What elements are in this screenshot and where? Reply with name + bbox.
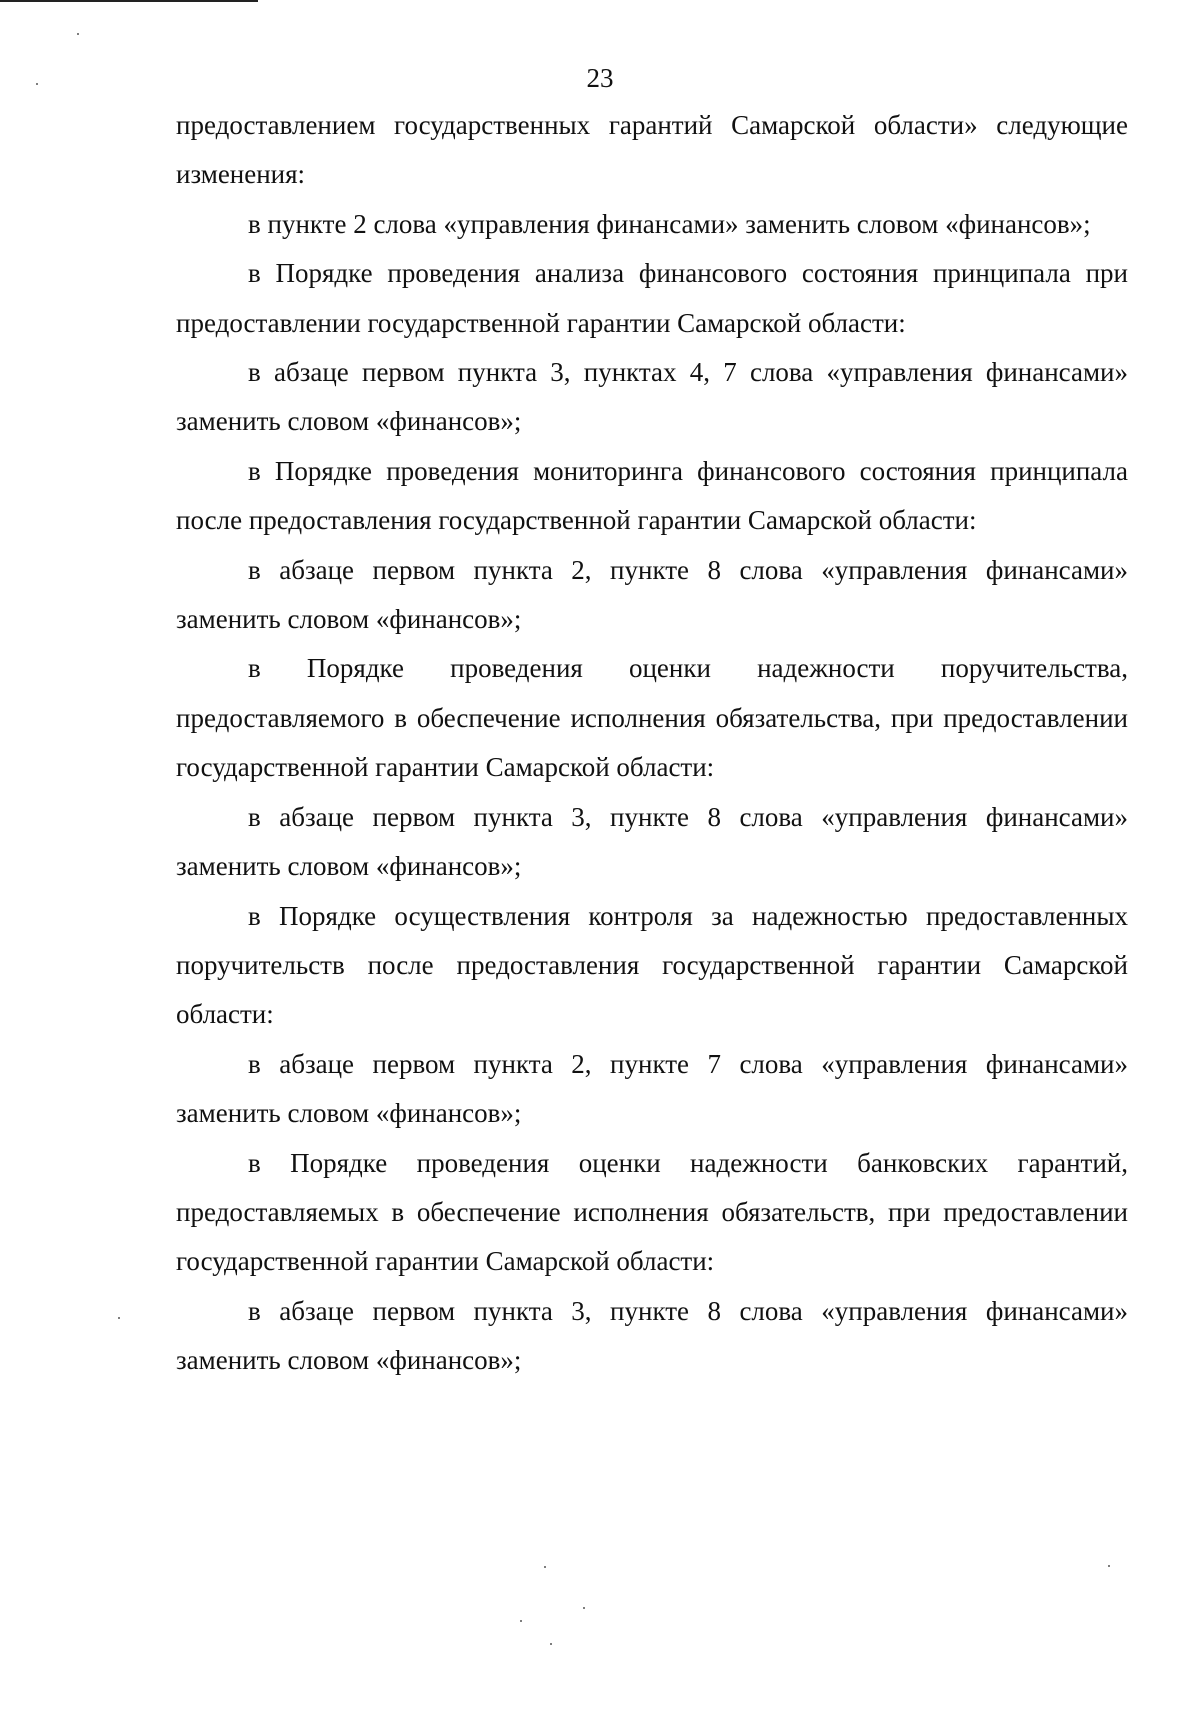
paragraph: в абзаце первом пункта 2, пункте 8 слова «управления финансами» заменить словом «финансов»; [176, 554, 1128, 635]
scan-speck [77, 33, 79, 35]
paragraph: в абзаце первом пункта 3, пункте 8 слова «управления финансами» заменить словом «финансов»; [176, 801, 1128, 882]
paragraph: в Порядке проведения оценки надежности банковских гарантий, предоставляемых в обеспечение исполнения обязательств, при предоставлении государственной гарантии Самарской области: [176, 1147, 1128, 1277]
scan-speck [118, 1317, 120, 1319]
scan-speck [1108, 1565, 1110, 1567]
scan-speck [544, 1566, 546, 1568]
page-number: 23 [586, 63, 614, 93]
paragraph: в Порядке проведения оценки надежности поручительства, предоставляемого в обеспечение исполнения обязательства, при предоставлении государственной гарантии Самарской области: [176, 653, 1128, 783]
paragraph: в Порядке осуществления контроля за надежностью предоставленных поручительств после предоставления государственной гарантии Самарской области: [176, 900, 1128, 1030]
scan-speck [583, 1607, 585, 1609]
paragraph: в абзаце первом пункта 3, пункте 8 слова «управления финансами» заменить словом «финансов»; [176, 1295, 1128, 1376]
scan-speck [520, 1620, 522, 1622]
paragraph: в абзаце первом пункта 2, пункте 7 слова «управления финансами» заменить словом «финансов»; [176, 1048, 1128, 1129]
top-edge-rule [0, 0, 258, 2]
paragraph: в Порядке проведения анализа финансового состояния принципала при предоставлении государственной гарантии Самарской области: [176, 258, 1128, 338]
paragraph: в пункте 2 слова «управления финансами» заменить словом «финансов»; [248, 208, 1091, 239]
paragraph: в Порядке проведения мониторинга финансового состояния принципала после предоставления государственной гарантии Самарской области: [176, 455, 1128, 536]
paragraph: в абзаце первом пункта 3, пунктах 4, 7 слова «управления финансами» заменить словом «финансов»; [176, 357, 1128, 437]
paragraph: предоставлением государственных гарантий Самарской области» следующие изменения: [176, 110, 1128, 190]
document-body [176, 101, 1128, 1386]
scan-speck [550, 1643, 552, 1645]
